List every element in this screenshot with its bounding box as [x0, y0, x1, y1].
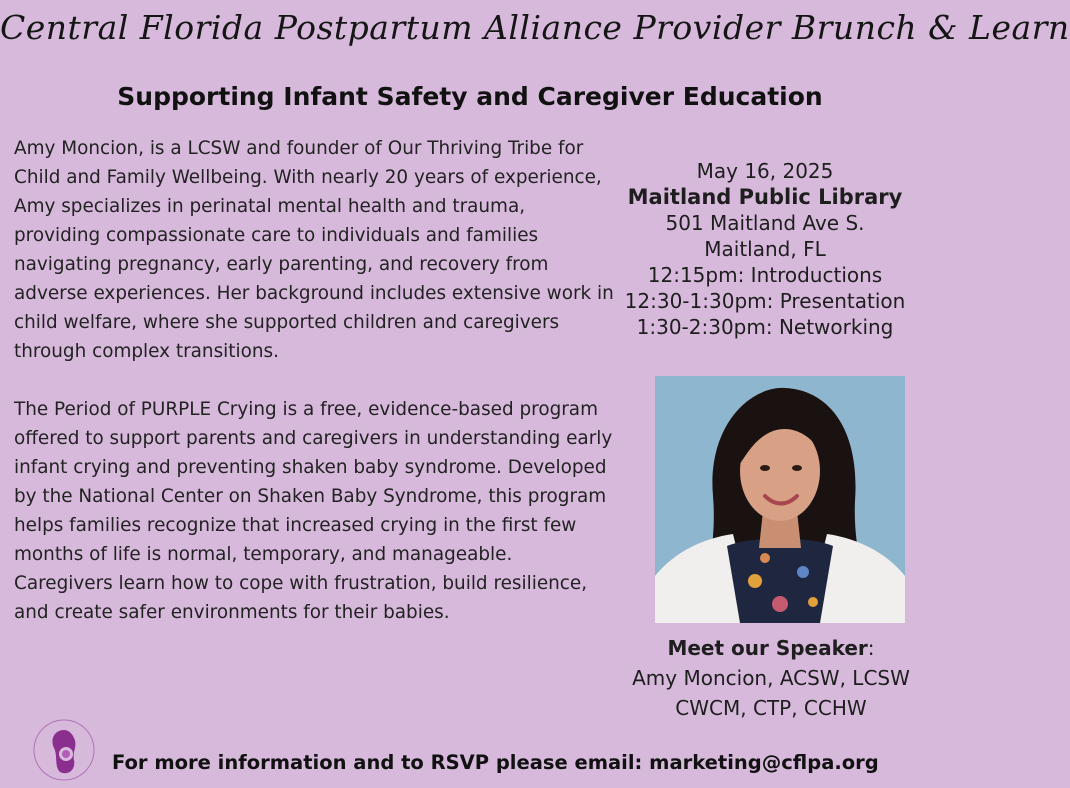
schedule-item: 12:15pm: Introductions: [647, 263, 883, 287]
speaker-name-line-1: Amy Moncion, ACSW, LCSW: [632, 666, 910, 690]
speaker-info: [604, 633, 938, 723]
description: [14, 134, 614, 627]
mother-baby-logo-icon: [24, 716, 104, 784]
speaker-bio-paragraph: Amy Moncion, is a LCSW and founder of Our Thriving Tribe for Child and Family Wellbeing. With nearly 20 years of experience, Amy specializes in perinatal mental health and trauma, providing compassionate care to individuals and families navigating pregnancy, early parenting, and recovery from adverse experiences. Her background includes extensive work in child welfare, where she supported children and caregivers through complex transitions.: [14, 138, 614, 362]
flyer-subtitle: Supporting Infant Safety and Caregiver Education: [117, 82, 823, 111]
event-venue: Maitland Public Library: [627, 185, 903, 209]
rsvp-footer: For more information and to RSVP please email: marketing@cflpa.org: [112, 751, 879, 774]
event-address-line-2: Maitland, FL: [704, 237, 826, 261]
event-date: May 16, 2025: [696, 159, 834, 183]
speaker-label: Meet our Speaker: [667, 636, 868, 660]
event-address-line-1: 501 Maitland Ave S.: [665, 211, 865, 235]
schedule-item: 12:30-1:30pm: Presentation: [624, 289, 906, 313]
speaker-portrait-illustration: [655, 376, 905, 623]
alliance-logo: [24, 716, 104, 784]
speaker-name-line-2: CWCM, CTP, CCHW: [675, 696, 867, 720]
schedule-item: 1:30-2:30pm: Networking: [636, 315, 894, 339]
speaker-photo: [655, 376, 905, 623]
speaker-label-colon: :: [867, 636, 875, 660]
event-details: [604, 158, 926, 340]
program-description-paragraph: The Period of PURPLE Crying is a free, evidence-based program offered to support parents and caregivers in understanding early infant crying and preventing shaken baby syndrome. Developed by the National Center on Shaken Baby Syndrome, this program helps families recognize that increased crying in the first few months of life is normal, temporary, and manageable. Caregivers learn how to cope with frustration, build resilience, and create safer environments for their babies.: [14, 399, 613, 623]
flyer-title: Central Florida Postpartum Alliance Provider Brunch & Learn: [0, 8, 1070, 47]
speaker-heading: [604, 633, 938, 663]
